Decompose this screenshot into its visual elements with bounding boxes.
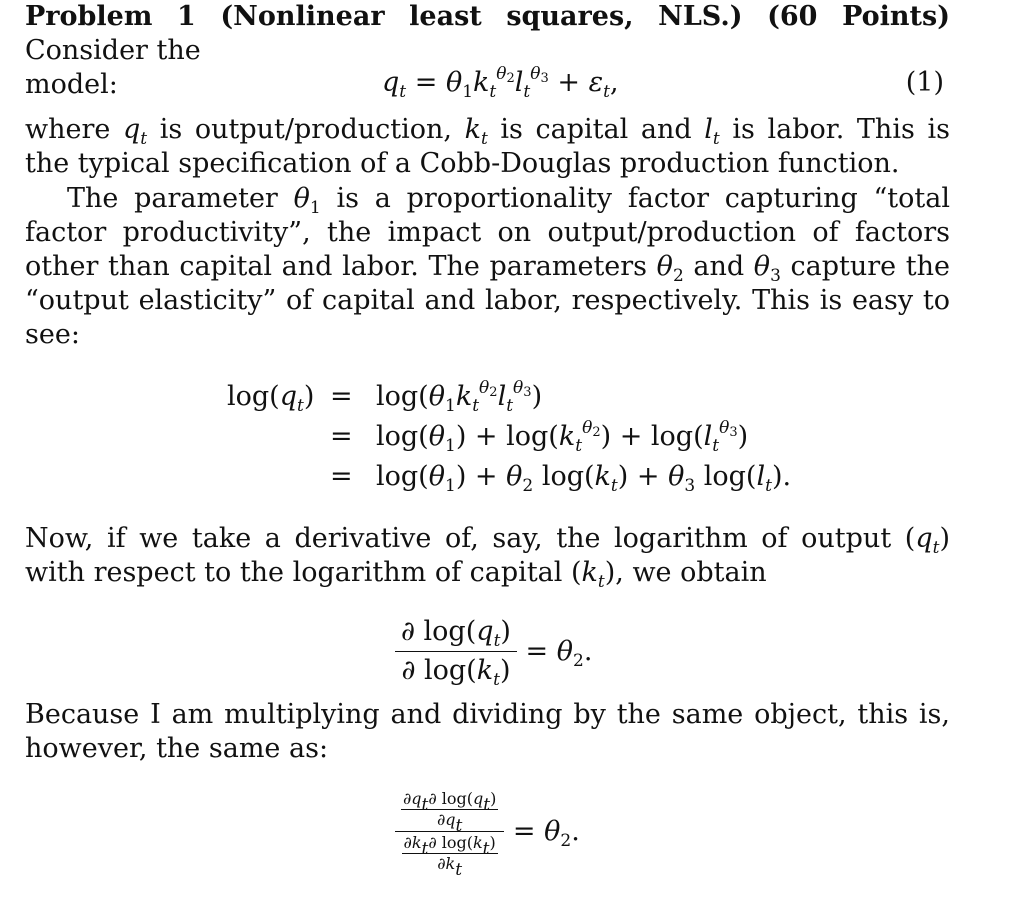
- equation-number: (1): [905, 67, 944, 98]
- problem-title: Problem 1 (Nonlinear least squares, NLS.) (60 Points): [25, 1, 950, 32]
- paragraph-3: Now, if we take a derivative of, say, the logarithm of output $(q_t)$ with respect to the logarithm of capital $(k_t)$, we obtain: [25, 523, 950, 592]
- derivative-fraction: $\frac{\partial \log(q_t)}{\partial \log(k_t)}$: [395, 615, 517, 688]
- compound-fraction-equation: $\frac{\frac{\partial q_t\partial \log(q_t)}{\partial q_t}}{\frac{\partial k_t\partial \log(k_t)}{\partial k_t}}$ = $\theta_2$.: [395, 790, 580, 873]
- derivative-equation: $\frac{\partial \log(q_t)}{\partial \log(k_t)}$ = $\theta_2$.: [395, 615, 592, 688]
- problem-intro: Consider the: [25, 35, 201, 66]
- paragraph-1: where $q_t$ is output/production, $k_t$ is capital and $l_t$ is labor. This is the typical specification of a Cobb-Douglas production function.: [25, 114, 950, 179]
- problem-intro-line2: model:: [25, 69, 118, 100]
- compound-fraction: $\frac{\frac{\partial q_t\partial \log(q_t)}{\partial q_t}}{\frac{\partial k_t\partial \log(k_t)}{\partial k_t}}$: [395, 790, 504, 873]
- log-row-1: $\log(q_t)$ = $\log(\theta_1k_t^{\theta_2}l_t^{\theta_3})$: [227, 378, 543, 416]
- log-row-2: = $\log(\theta_1) + \log(k_t^{\theta_2}) + \log(l_t^{\theta_3})$: [330, 418, 749, 456]
- equation-1: $q_t = \theta_1k_t^{\theta_2}l_t^{\theta_3} + \varepsilon_t$,: [382, 64, 619, 102]
- paragraph-4: Because I am multiplying and dividing by the same object, this is, however, the same as:: [25, 699, 950, 764]
- log-row-3: = $\log(\theta_1) + \theta_2$ $\log(k_t) + \theta_3$ $\log(l_t)$.: [330, 461, 792, 496]
- paragraph-2: The parameter $\theta_1$ is a proportionality factor capturing “total factor productivity”, the impact on output/production of factors other than capital and labor. The parameters $\theta_2$ and $\theta_3$ capture the “output elasticity” of capital and labor, respectively. This is easy to see:: [25, 183, 950, 350]
